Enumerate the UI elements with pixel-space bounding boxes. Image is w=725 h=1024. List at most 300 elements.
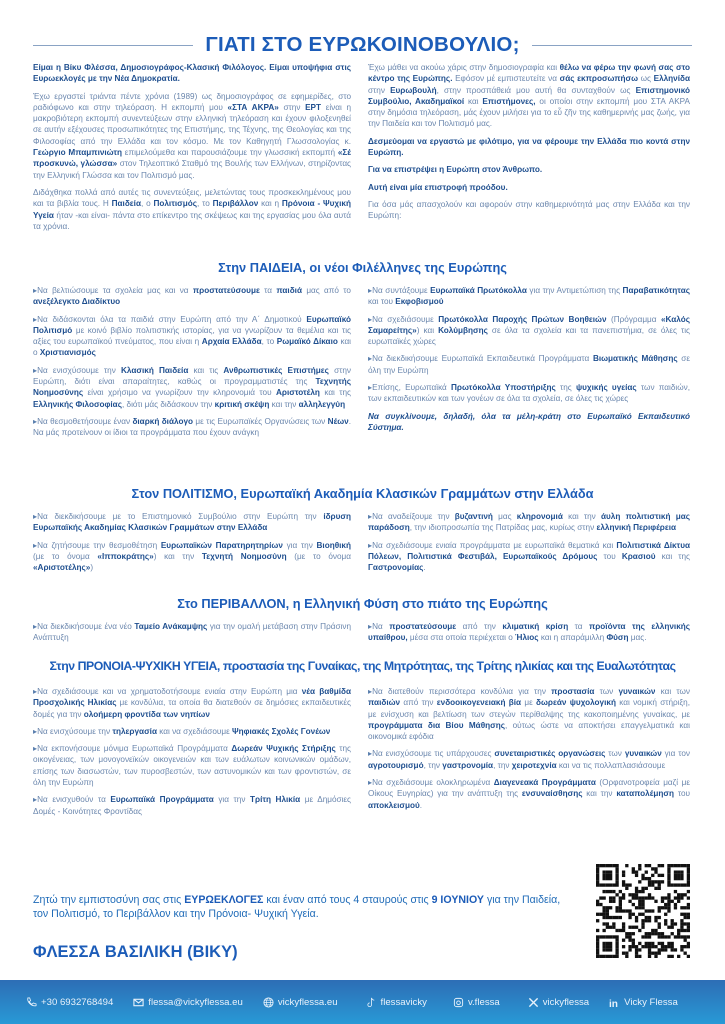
title-bar xyxy=(33,32,692,58)
qr-module xyxy=(671,864,674,867)
qr-module xyxy=(609,945,612,948)
bold-text: βυζαντινή xyxy=(454,512,493,521)
footer-x[interactable] xyxy=(528,997,589,1008)
qr-module xyxy=(612,935,615,938)
qr-module xyxy=(661,880,664,883)
qr-module xyxy=(671,945,674,948)
qr-module xyxy=(606,874,609,877)
qr-module xyxy=(596,939,599,942)
qr-module xyxy=(687,903,690,906)
bold-text: Ευρωβουλή xyxy=(390,85,437,95)
text-segment: με τις Ευρωπαϊκές Οργανώσεις των xyxy=(193,416,328,426)
bullet-item xyxy=(368,777,690,811)
bullet-item xyxy=(368,382,690,405)
qr-module xyxy=(606,890,609,893)
bold-text: «Αριστοτέλης» xyxy=(33,563,91,573)
instagram-icon xyxy=(453,997,464,1008)
text-segment: Να συγκλίνουμε, δηλαδή, όλα τα μέλη-κράτη στο Ευρωπαϊκό Εκπαιδευτικό Σύστημα. xyxy=(368,411,690,432)
qr-module xyxy=(635,874,638,877)
paragraph xyxy=(33,187,351,232)
qr-module xyxy=(680,870,683,873)
qr-module xyxy=(680,929,683,932)
bold-text: Ανθρωπιστικές Επιστήμες xyxy=(223,365,329,375)
svg-text:in: in xyxy=(609,998,619,1008)
qr-module xyxy=(687,880,690,883)
text-segment: ) xyxy=(90,563,94,573)
bold-text: Πολιτιστικά Δίκτυα Πόλεων, Πολιτιστικά Φεστιβάλ, Ευρωπαϊκούς Δρόμους xyxy=(368,540,690,561)
qr-module xyxy=(684,883,687,886)
bold-text: Διαγενεακά Προγράμματα xyxy=(493,778,596,788)
qr-module xyxy=(622,893,625,896)
qr-module xyxy=(615,955,618,958)
bullet-item xyxy=(368,540,690,574)
qr-module xyxy=(687,916,690,919)
x-icon xyxy=(528,997,539,1008)
mail-icon xyxy=(133,997,144,1008)
qr-module xyxy=(638,890,641,893)
qr-module xyxy=(625,935,628,938)
divider xyxy=(532,45,692,46)
bold-text: Περιβάλλον xyxy=(212,199,259,209)
qr-module xyxy=(596,867,599,870)
bold-text: ελληνική Περιφέρεια xyxy=(596,523,677,533)
qr-module xyxy=(658,932,661,935)
qr-module xyxy=(612,900,615,903)
qr-module xyxy=(638,942,641,945)
qr-module xyxy=(651,909,654,912)
qr-module xyxy=(687,955,690,958)
candidate-name: ΦΛΕΣΣΑ ΒΑΣΙΛΙΚΗ (ΒΙΚΥ) xyxy=(33,943,238,961)
intro-right xyxy=(368,62,690,228)
text-segment: ήταν -και είναι- πάντα στο επίκεντρο της σκέψεως και της εργασίας μου όλα αυτά τα χρόνια. xyxy=(33,210,351,231)
bullet-item xyxy=(33,285,351,308)
text-segment: Να σχεδιάσουμε ολοκληρωμένα xyxy=(372,778,494,788)
qr-module xyxy=(635,955,638,958)
text-segment: ) και xyxy=(416,325,439,335)
qr-module xyxy=(677,929,680,932)
qr-module xyxy=(641,913,644,916)
qr-module xyxy=(645,870,648,873)
qr-module xyxy=(599,935,602,938)
qr-module xyxy=(648,955,651,958)
text-segment: Να σχεδιάσουμε xyxy=(372,314,439,324)
bold-text: Τεχνητή Νοημοσύνη xyxy=(201,551,287,561)
bullet-item xyxy=(33,743,351,788)
qr-module xyxy=(654,952,657,955)
qr-module xyxy=(667,867,670,870)
qr-module xyxy=(599,883,602,886)
bullet-item xyxy=(33,686,351,720)
text-segment: , την xyxy=(423,760,443,770)
footer-linkedin[interactable] xyxy=(609,997,678,1008)
qr-code[interactable] xyxy=(596,864,690,958)
bold-text: Παραβατικότητας xyxy=(622,286,690,295)
qr-module xyxy=(661,935,664,938)
qr-module xyxy=(596,948,599,951)
text-segment: Έχω εργαστεί τριάντα πέντε χρόνια (1989) ως δημοσιογράφος σε εφημερίδες, στο ραδιόφωνο και στην τηλεόραση. Η εκπομπή μου xyxy=(33,91,351,112)
text-segment: ) και την xyxy=(153,551,202,561)
qr-module xyxy=(602,874,605,877)
qr-module xyxy=(596,877,599,880)
text-segment: επιμελούμεθα και παρουσιάζουμε την γλωσσική εκπομπή xyxy=(122,148,338,158)
qr-module xyxy=(635,952,638,955)
qr-module xyxy=(680,922,683,925)
text-segment: και της xyxy=(319,388,351,398)
phone-icon xyxy=(26,997,37,1008)
bold-text: ψυχικής υγείας xyxy=(575,383,637,393)
paragraph xyxy=(368,136,690,159)
qr-module xyxy=(596,903,599,906)
bold-text: Γεώργιο Μπαμπινιώτη xyxy=(33,148,123,158)
bold-text: δωρεάν ψυχολογική xyxy=(536,698,616,708)
qr-module xyxy=(612,864,615,867)
qr-module xyxy=(671,926,674,929)
text-segment: από την xyxy=(400,698,437,708)
qr-module xyxy=(654,919,657,922)
bold-text: νέα βαθμίδα Προσχολικής Ηλικίας xyxy=(33,687,351,708)
qr-module xyxy=(606,883,609,886)
qr-module xyxy=(606,922,609,925)
bullet-item xyxy=(33,726,351,737)
qr-module xyxy=(687,877,690,880)
footer-tiktok[interactable] xyxy=(366,997,427,1008)
bold-text: Αριστοτέλη xyxy=(275,388,320,398)
qr-module xyxy=(638,948,641,951)
text-segment: για την Παιδεία, τον Πολιτισμό, το Περιβάλλον και την Πρόνοια- Ψυχική Υγεία. xyxy=(33,894,561,920)
qr-module xyxy=(596,929,599,932)
qr-module xyxy=(615,883,618,886)
text-segment: της οικογένειας, των μονογονεϊκών οικογενειών και των ευάλωτων κοινωνικών ομάδων, επίσης των διασωστών, των πυροσβεστών, των αστυνομικών και των φροντιστών, σε όλη την Ευρώπη xyxy=(33,744,351,788)
bullet-item xyxy=(33,540,351,574)
qr-module xyxy=(641,919,644,922)
qr-module xyxy=(667,877,670,880)
qr-module xyxy=(684,922,687,925)
paragraph xyxy=(368,164,690,175)
qr-module xyxy=(645,942,648,945)
qr-module xyxy=(687,906,690,909)
tiktok-icon xyxy=(366,997,377,1008)
qr-module xyxy=(684,864,687,867)
text-segment: Επίσης, Ευρωπαϊκά xyxy=(372,383,452,393)
qr-module xyxy=(628,913,631,916)
qr-module xyxy=(641,945,644,948)
qr-module xyxy=(677,935,680,938)
bullet-item xyxy=(33,314,351,359)
qr-module xyxy=(654,916,657,919)
qr-module xyxy=(609,935,612,938)
text-segment: και να σχεδιάσουμε xyxy=(156,726,233,736)
qr-module xyxy=(606,909,609,912)
instagram-handle: v.flessa xyxy=(467,996,500,1008)
text-segment: , την xyxy=(493,760,512,770)
qr-module xyxy=(609,877,612,880)
qr-module xyxy=(680,896,683,899)
qr-module xyxy=(658,952,661,955)
paragraph xyxy=(33,62,351,85)
bold-text: τηλεργασία xyxy=(112,726,157,736)
qr-module xyxy=(684,916,687,919)
qr-module xyxy=(658,948,661,951)
qr-module xyxy=(599,903,602,906)
qr-module xyxy=(628,909,631,912)
text-segment: και την xyxy=(269,399,299,409)
qr-module xyxy=(638,900,641,903)
qr-module xyxy=(628,935,631,938)
qr-module xyxy=(596,919,599,922)
text-segment: με Δημόσιες Δομές - Κοινότητες Φροντίδας xyxy=(33,795,351,816)
qr-module xyxy=(677,955,680,958)
qr-module xyxy=(615,916,618,919)
bullet-item xyxy=(33,511,351,534)
qr-module xyxy=(638,896,641,899)
qr-module xyxy=(667,935,670,938)
qr-module xyxy=(684,952,687,955)
qr-module xyxy=(664,922,667,925)
qr-module xyxy=(680,906,683,909)
qr-module xyxy=(632,945,635,948)
bold-text: προστατεύσουμε xyxy=(389,622,457,631)
qr-module xyxy=(619,906,622,909)
qr-module xyxy=(667,955,670,958)
qr-module xyxy=(606,877,609,880)
qr-module xyxy=(677,874,680,877)
text-segment: και η xyxy=(258,199,282,209)
text-segment: Διδάχθηκα πολλά από αυτές τις συνεντεύξεις, μελετώντας τους προσκεκλημένους μου και τα βιβλία τους. Η xyxy=(33,187,351,209)
qr-module xyxy=(628,900,631,903)
qr-module xyxy=(664,913,667,916)
qr-module xyxy=(661,906,664,909)
qr-module xyxy=(645,887,648,890)
qr-module xyxy=(638,867,641,870)
qr-module xyxy=(651,945,654,948)
qr-module xyxy=(641,887,644,890)
bold-text: χειροτεχνία xyxy=(511,760,557,770)
paragraph xyxy=(368,199,690,222)
bold-text: Βιοηθική xyxy=(316,540,351,550)
qr-module xyxy=(632,939,635,942)
tiktok-handle: flessavicky xyxy=(380,996,427,1008)
qr-module xyxy=(687,935,690,938)
bold-text: Δωρεάν Ψυχικής Στήριξης xyxy=(231,744,336,754)
qr-module xyxy=(651,932,654,935)
qr-module xyxy=(680,893,683,896)
bold-text: αλληλεγγύη xyxy=(298,399,346,409)
text-segment: είναι χρήσιμο να γνωρίζουν την κληρονομιά του xyxy=(83,388,276,398)
text-segment: και η απαράμιλλη xyxy=(538,633,607,643)
qr-module xyxy=(602,916,605,919)
bold-text: Χριστιανισμός xyxy=(39,348,96,358)
bold-text: Ελληνίδα xyxy=(653,74,691,84)
qr-module xyxy=(635,948,638,951)
qr-module xyxy=(674,922,677,925)
qr-module xyxy=(684,945,687,948)
text-segment: και του xyxy=(368,297,396,307)
qr-module xyxy=(596,880,599,883)
qr-module xyxy=(615,945,618,948)
qr-module xyxy=(596,952,599,955)
heading-perivallon: Στο ΠΕΡΙΒΑΛΛΟΝ, η Ελληνική Φύση στο πιάτο της Ευρώπης xyxy=(177,596,548,611)
qr-module xyxy=(628,926,631,929)
footer-instagram[interactable] xyxy=(453,997,500,1008)
qr-module xyxy=(658,874,661,877)
footer-contact-bar xyxy=(0,980,725,1024)
qr-module xyxy=(651,896,654,899)
bold-text: Πολιτισμός xyxy=(153,199,197,209)
text-segment: στον Τηλεοπτικό Σταθμό της Βουλής των Ελλήνων, στηρίζοντας την Ελληνική Γλώσσα και τον Πολιτισμό μας. xyxy=(33,159,351,180)
qr-module xyxy=(645,916,648,919)
qr-module xyxy=(615,880,618,883)
qr-module xyxy=(622,945,625,948)
qr-module xyxy=(622,880,625,883)
text-segment: Δεσμεύομαι να εργαστώ με φιλότιμο, για να φέρουμε την Ελλάδα πιο κοντά στην Ευρώπη. xyxy=(368,136,690,158)
text-segment: για την Αντιμετώπιση της xyxy=(526,286,623,295)
qr-module xyxy=(606,864,609,867)
qr-module xyxy=(684,929,687,932)
qr-module xyxy=(677,883,680,886)
perivallon-left xyxy=(33,621,351,650)
qr-module xyxy=(687,945,690,948)
bold-text: Ευρωπαϊκά Προγράμματα xyxy=(110,795,214,805)
bold-text: σάς εκπροσωπήσω xyxy=(559,74,639,84)
qr-module xyxy=(654,929,657,932)
qr-module xyxy=(658,942,661,945)
qr-module xyxy=(632,867,635,870)
qr-module xyxy=(619,916,622,919)
qr-module xyxy=(609,900,612,903)
text-segment: , διότι μάς διδάσκουν την xyxy=(121,399,215,409)
qr-module xyxy=(654,867,657,870)
text-segment: Να αναδείξουμε την xyxy=(372,512,455,521)
qr-module xyxy=(602,870,605,873)
qr-module xyxy=(609,890,612,893)
linkedin-name: Vicky Flessa xyxy=(624,996,678,1008)
qr-module xyxy=(599,864,602,867)
qr-module xyxy=(687,890,690,893)
qr-module xyxy=(677,900,680,903)
qr-module xyxy=(632,942,635,945)
bullet-item xyxy=(368,621,690,644)
qr-module xyxy=(615,906,618,909)
politismos-left xyxy=(33,511,351,579)
text-segment: και την xyxy=(562,512,601,521)
text-segment: σε όλη την Ευρώπη xyxy=(368,354,690,375)
qr-module xyxy=(609,916,612,919)
qr-module xyxy=(651,867,654,870)
footer-phone[interactable] xyxy=(26,997,113,1008)
qr-module xyxy=(680,919,683,922)
qr-module xyxy=(602,942,605,945)
bold-text: Ευρωπαϊκών Παρατηρητηρίων xyxy=(160,540,283,550)
qr-module xyxy=(602,948,605,951)
qr-module xyxy=(684,913,687,916)
qr-module xyxy=(606,926,609,929)
qr-module xyxy=(671,883,674,886)
qr-module xyxy=(671,900,674,903)
text-segment: των xyxy=(594,687,619,696)
text-segment: του xyxy=(597,551,622,561)
qr-module xyxy=(667,926,670,929)
text-segment: της xyxy=(555,383,576,393)
bold-text: ενδοοικογενειακή βία xyxy=(436,698,522,708)
qr-module xyxy=(641,926,644,929)
qr-module xyxy=(674,883,677,886)
qr-module xyxy=(648,880,651,883)
bullet-item xyxy=(368,748,690,771)
text-segment: για την xyxy=(213,795,250,805)
text-segment: Για όσα μάς απασχολούν και αφορούν στην καθημερινότητά μας στην Ελλάδα και την Ευρώπη: xyxy=(368,199,690,221)
footer-email[interactable] xyxy=(133,997,243,1008)
pronoia-left xyxy=(33,686,351,823)
qr-module xyxy=(661,864,664,867)
qr-module xyxy=(628,939,631,942)
qr-module xyxy=(625,952,628,955)
bold-text: Πρωτόκολλα Παροχής Πρώτων Βοηθειών xyxy=(438,314,607,324)
qr-module xyxy=(606,913,609,916)
qr-module xyxy=(596,883,599,886)
text-segment: . Να μάς προτείνουν οι ίδιοι τα προγράμματα που έχουν ανάγκη xyxy=(33,416,352,438)
bold-text: Νέων xyxy=(327,416,349,426)
text-segment: . xyxy=(419,800,423,810)
bullet-item xyxy=(33,365,351,410)
text-segment: (Πρόγραμμα xyxy=(606,314,661,324)
text-segment: Να xyxy=(372,622,390,631)
text-segment: Να διατεθούν περισσότερα κονδύλια για την xyxy=(372,687,552,696)
footer-website[interactable] xyxy=(263,997,338,1008)
qr-module xyxy=(667,903,670,906)
qr-module xyxy=(635,916,638,919)
qr-module xyxy=(641,935,644,938)
bold-text: Αρχαία Ελλάδα xyxy=(201,337,262,347)
qr-module xyxy=(606,935,609,938)
text-segment: μας. xyxy=(628,633,647,643)
qr-module xyxy=(622,909,625,912)
qr-module xyxy=(677,896,680,899)
qr-module xyxy=(612,883,615,886)
qr-module xyxy=(609,926,612,929)
qr-module xyxy=(632,870,635,873)
qr-module xyxy=(674,870,677,873)
qr-module xyxy=(635,887,638,890)
qr-module xyxy=(645,864,648,867)
qr-module xyxy=(654,955,657,958)
qr-module xyxy=(619,929,622,932)
phone-number: +30 6932768494 xyxy=(41,996,114,1008)
qr-module xyxy=(602,913,605,916)
bullet-item xyxy=(368,353,690,376)
qr-module xyxy=(622,896,625,899)
qr-module xyxy=(622,870,625,873)
bullet-item xyxy=(368,285,690,308)
paideia-right xyxy=(368,285,690,439)
qr-module xyxy=(606,955,609,958)
qr-module xyxy=(664,896,667,899)
text-segment: ως xyxy=(638,74,654,84)
text-segment: Να διδάσκονται όλα τα παιδιά στην Ευρώπη από την Α΄ Δημοτικού xyxy=(37,314,307,324)
qr-module xyxy=(615,939,618,942)
qr-module xyxy=(658,909,661,912)
paideia-left xyxy=(33,285,351,445)
qr-module xyxy=(648,893,651,896)
qr-module xyxy=(615,870,618,873)
divider xyxy=(33,45,193,46)
qr-module xyxy=(674,906,677,909)
qr-module xyxy=(615,942,618,945)
bullet-item xyxy=(368,314,690,348)
qr-module xyxy=(674,903,677,906)
qr-module xyxy=(687,864,690,867)
text-segment: , στην προσπάθειά μου αυτή θα συνταχθούν ως xyxy=(436,85,636,95)
qr-module xyxy=(602,922,605,925)
